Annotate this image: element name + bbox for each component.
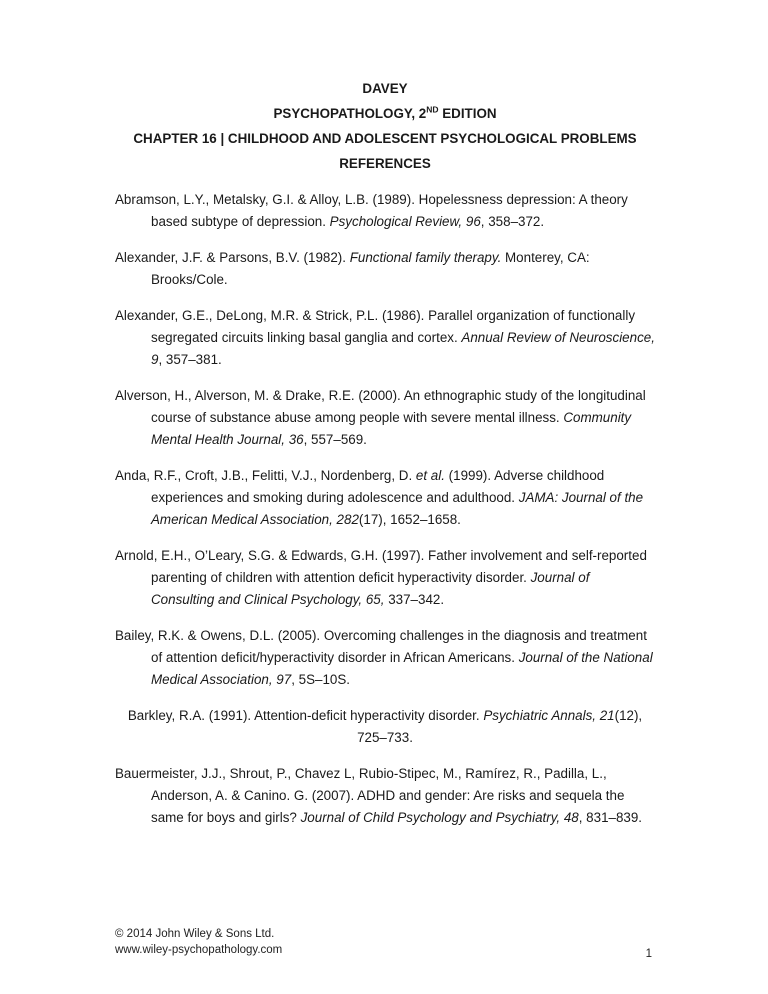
reference-entry bbox=[115, 465, 655, 531]
reference-entry bbox=[115, 705, 655, 749]
reference-text-segment: , 831–839. bbox=[578, 810, 643, 825]
book-author: DAVEY bbox=[362, 81, 408, 96]
reference-italic-segment: JAMA: Journal of the American Medical Association, 282 bbox=[151, 490, 644, 527]
reference-text-segment: , 557–569. bbox=[303, 432, 367, 447]
reference-text-segment: Alverson, H., Alverson, M. & Drake, R.E. (2000). An ethnographic study of the longitudinal course of substance abuse among people with severe mental illness. bbox=[115, 388, 646, 425]
book-title-text: PSYCHOPATHOLOGY, 2 bbox=[273, 106, 427, 121]
reference-text-segment: Bailey, R.K. & Owens, D.L. (2005). Overcoming challenges in the diagnosis and treatment of attention deficit/hyperactivity disorder in African Americans. bbox=[115, 628, 647, 665]
reference-italic-segment: Psychological Review, 96 bbox=[329, 214, 481, 229]
reference-text-segment: Monterey, CA: Brooks/Cole. bbox=[151, 250, 590, 287]
document-header bbox=[115, 76, 655, 176]
reference-italic-segment: Annual Review of Neuroscience, 9 bbox=[151, 330, 655, 367]
reference-italic-segment: Journal of Consulting and Clinical Psychology, 65, bbox=[151, 570, 590, 607]
page-number: 1 bbox=[645, 948, 652, 960]
reference-text-segment: (17), 1652–1658. bbox=[358, 512, 461, 527]
website-url: www.wiley-psychopathology.com bbox=[115, 944, 283, 956]
reference-entry bbox=[115, 247, 655, 291]
document-footer bbox=[115, 926, 282, 958]
reference-text-segment: , 5S–10S. bbox=[291, 672, 351, 687]
reference-text-segment: , 357–381. bbox=[158, 352, 222, 367]
reference-text-segment: Alexander, J.F. & Parsons, B.V. (1982). bbox=[115, 250, 350, 265]
chapter-title: CHAPTER 16 | CHILDHOOD AND ADOLESCENT PSYCHOLOGICAL PROBLEMS bbox=[133, 131, 637, 146]
reference-entry bbox=[115, 189, 655, 233]
reference-entry bbox=[115, 385, 655, 451]
book-title bbox=[115, 101, 655, 126]
reference-italic-segment: et al. bbox=[415, 468, 445, 483]
reference-entry bbox=[115, 763, 655, 829]
reference-entry bbox=[115, 545, 655, 611]
reference-entry bbox=[115, 625, 655, 691]
reference-list bbox=[115, 189, 655, 829]
reference-text-segment: Bauermeister, J.J., Shrout, P., Chavez L, Rubio-Stipec, M., Ramírez, R., Padilla, L., Anderson, A. & Canino. G. (2007). ADHD and gender: Are risks and sequela the same for boys and girls? bbox=[115, 766, 625, 825]
reference-italic-segment: Functional family therapy. bbox=[349, 250, 502, 265]
edition-text: EDITION bbox=[438, 106, 497, 121]
edition-superscript: ND bbox=[426, 104, 439, 115]
reference-italic-segment: Journal of Child Psychology and Psychiatry, 48 bbox=[300, 810, 579, 825]
reference-text-segment: Barkley, R.A. (1991). Attention-deficit hyperactivity disorder. bbox=[127, 708, 484, 723]
page-content bbox=[115, 76, 655, 843]
reference-italic-segment: Community Mental Health Journal, 36 bbox=[151, 410, 632, 447]
reference-text-segment: (12), 725–733. bbox=[357, 708, 643, 745]
copyright-notice: © 2014 John Wiley & Sons Ltd. bbox=[115, 928, 275, 940]
reference-text-segment: 337–342. bbox=[384, 592, 445, 607]
reference-entry bbox=[115, 305, 655, 371]
reference-text-segment: Anda, R.F., Croft, J.B., Felitti, V.J., Nordenberg, D. bbox=[115, 468, 416, 483]
reference-italic-segment: Psychiatric Annals, 21 bbox=[483, 708, 615, 723]
reference-italic-segment: Journal of the National Medical Association, 97 bbox=[151, 650, 653, 687]
reference-text-segment: Alexander, G.E., DeLong, M.R. & Strick, P.L. (1986). Parallel organization of functionally segregated circuits linking basal ganglia and cortex. bbox=[115, 308, 636, 345]
reference-text-segment: Abramson, L.Y., Metalsky, G.I. & Alloy, L.B. (1989). Hopelessness depression: A theory based subtype of depression. bbox=[115, 192, 628, 229]
reference-text-segment: , 358–372. bbox=[480, 214, 545, 229]
section-title: REFERENCES bbox=[339, 156, 431, 171]
reference-text-segment: (1999). Adverse childhood experiences and smoking during adolescence and adulthood. bbox=[151, 468, 605, 505]
reference-text-segment: Arnold, E.H., O’Leary, S.G. & Edwards, G.H. (1997). Father involvement and self-reported parenting of children with attention deficit hyperactivity disorder. bbox=[115, 548, 647, 585]
